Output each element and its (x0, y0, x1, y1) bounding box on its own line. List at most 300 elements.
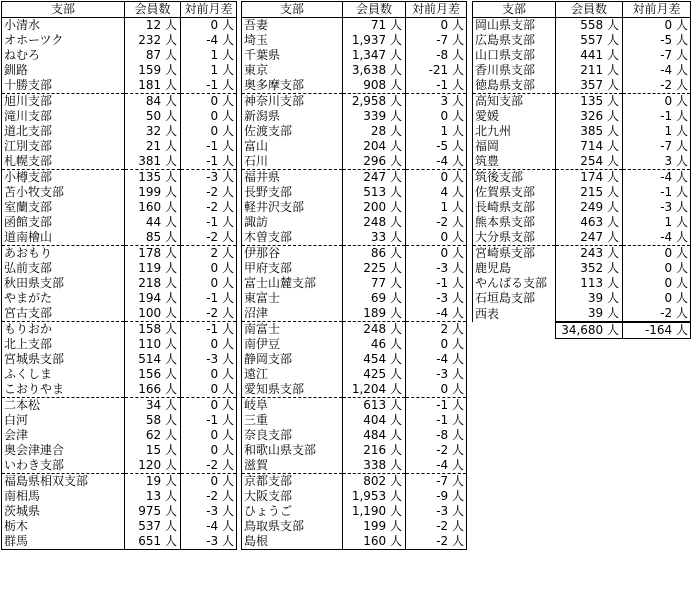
table-row (242, 504, 467, 519)
member-count: 174 人 (556, 170, 623, 186)
branch-name: 釧路 (2, 63, 125, 78)
member-count: 160 人 (343, 534, 406, 550)
month-diff: -1 人 (181, 215, 237, 230)
table-row (2, 428, 237, 443)
month-diff: -8 人 (406, 48, 467, 63)
branch-name: こおりやま (2, 382, 125, 398)
member-count: 2,958 人 (343, 94, 406, 110)
month-diff: -2 人 (406, 215, 467, 230)
member-count: 159 人 (125, 63, 181, 78)
month-diff: 1 人 (181, 48, 237, 63)
month-diff: -7 人 (623, 139, 691, 154)
month-diff: -2 人 (406, 443, 467, 458)
table-row (473, 306, 691, 322)
table-row (242, 428, 467, 443)
month-diff: -2 人 (181, 200, 237, 215)
table-row (2, 48, 237, 63)
table-row (2, 322, 237, 338)
month-diff: -2 人 (623, 306, 691, 322)
month-diff: 3 人 (623, 154, 691, 170)
month-diff: 0 人 (406, 109, 467, 124)
header-diff: 対前月差 (623, 2, 691, 18)
branch-name: ふくしま (2, 367, 125, 382)
branch-name: 石川 (242, 154, 343, 170)
table-row (242, 306, 467, 322)
branch-name: 長野支部 (242, 185, 343, 200)
table-row (2, 139, 237, 154)
branch-name: 大阪支部 (242, 489, 343, 504)
member-count: 204 人 (343, 139, 406, 154)
branch-name: 鳥取県支部 (242, 519, 343, 534)
table-row (242, 230, 467, 246)
member-count: 326 人 (556, 109, 623, 124)
branch-name: 奈良支部 (242, 428, 343, 443)
table-row (242, 474, 467, 490)
branch-name: 沼津 (242, 306, 343, 322)
member-count: 514 人 (125, 352, 181, 367)
branch-name: 栃木 (2, 519, 125, 534)
month-diff: 0 人 (623, 18, 691, 34)
month-diff: -3 人 (181, 352, 237, 367)
member-count: 39 人 (556, 306, 623, 322)
table-row (242, 94, 467, 110)
branch-name: 山口県支部 (473, 48, 556, 63)
member-count: 1,953 人 (343, 489, 406, 504)
branch-name: 弘前支部 (2, 261, 125, 276)
branch-name: 熊本県支部 (473, 215, 556, 230)
table-row (2, 291, 237, 306)
table-row (242, 261, 467, 276)
member-count: 84 人 (125, 94, 181, 110)
branch-name: 南富士 (242, 322, 343, 338)
branch-name: オホーツク (2, 33, 125, 48)
month-diff: 0 人 (623, 261, 691, 276)
table-panel-1 (1, 1, 237, 550)
table-row (242, 215, 467, 230)
table-row (242, 170, 467, 186)
month-diff: -2 人 (181, 489, 237, 504)
month-diff: 0 人 (181, 382, 237, 398)
table-row (2, 154, 237, 170)
month-diff: -1 人 (406, 413, 467, 428)
branch-name: 石垣島支部 (473, 291, 556, 306)
branch-name: 広島県支部 (473, 33, 556, 48)
membership-table-3 (472, 1, 691, 339)
member-count: 166 人 (125, 382, 181, 398)
table-row (473, 48, 691, 63)
table-row (473, 109, 691, 124)
branch-name: ひょうご (242, 504, 343, 519)
branch-name: 埼玉 (242, 33, 343, 48)
member-count: 404 人 (343, 413, 406, 428)
member-count: 200 人 (343, 200, 406, 215)
branch-name: 鹿児島 (473, 261, 556, 276)
branch-name: 筑後支部 (473, 170, 556, 186)
month-diff: -1 人 (406, 276, 467, 291)
month-diff: 0 人 (181, 109, 237, 124)
member-count: 46 人 (343, 337, 406, 352)
member-count: 86 人 (343, 246, 406, 262)
month-diff: 0 人 (406, 337, 467, 352)
branch-name: 和歌山県支部 (242, 443, 343, 458)
month-diff: -4 人 (406, 306, 467, 322)
table-row (242, 413, 467, 428)
table-row (473, 124, 691, 139)
table-row (242, 352, 467, 367)
header-members: 会員数 (343, 2, 406, 18)
branch-name: 三重 (242, 413, 343, 428)
table-row (473, 170, 691, 186)
total-diff: -164 人 (623, 322, 691, 339)
member-count: 13 人 (125, 489, 181, 504)
month-diff: -1 人 (181, 322, 237, 338)
table-row (242, 322, 467, 338)
member-count: 33 人 (343, 230, 406, 246)
branch-name: 伊那谷 (242, 246, 343, 262)
table-row (2, 474, 237, 490)
member-count: 243 人 (556, 246, 623, 262)
month-diff: 0 人 (406, 246, 467, 262)
month-diff: 1 人 (623, 215, 691, 230)
month-diff: 0 人 (181, 398, 237, 414)
table-row (242, 337, 467, 352)
month-diff: 0 人 (623, 276, 691, 291)
branch-name: 富士山麓支部 (242, 276, 343, 291)
table-row (473, 185, 691, 200)
table-row (242, 109, 467, 124)
month-diff: -4 人 (406, 458, 467, 474)
member-count: 248 人 (343, 322, 406, 338)
member-count: 613 人 (343, 398, 406, 414)
member-count: 69 人 (343, 291, 406, 306)
member-count: 484 人 (343, 428, 406, 443)
table-row (473, 63, 691, 78)
total-row (473, 322, 691, 339)
member-count: 135 人 (556, 94, 623, 110)
branch-name: あおもり (2, 246, 125, 262)
member-count: 232 人 (125, 33, 181, 48)
branch-name: 神奈川支部 (242, 94, 343, 110)
branch-name: やんばる支部 (473, 276, 556, 291)
month-diff: 0 人 (181, 337, 237, 352)
table-row (2, 276, 237, 291)
month-diff: -8 人 (406, 428, 467, 443)
month-diff: -3 人 (406, 504, 467, 519)
branch-name: 岡山県支部 (473, 18, 556, 34)
table-row (2, 109, 237, 124)
table-row (473, 94, 691, 110)
branch-name: 奥多摩支部 (242, 78, 343, 94)
member-count: 71 人 (343, 18, 406, 34)
month-diff: -1 人 (406, 78, 467, 94)
header-diff: 対前月差 (181, 2, 237, 18)
branch-name: 東京 (242, 63, 343, 78)
member-count: 558 人 (556, 18, 623, 34)
member-count: 87 人 (125, 48, 181, 63)
branch-name: 苫小牧支部 (2, 185, 125, 200)
header-members: 会員数 (125, 2, 181, 18)
month-diff: 3 人 (406, 94, 467, 110)
branch-name: 福井県 (242, 170, 343, 186)
member-count: 454 人 (343, 352, 406, 367)
total-blank (473, 322, 556, 339)
branch-name: 秋田県支部 (2, 276, 125, 291)
branch-name: 十勝支部 (2, 78, 125, 94)
member-count: 15 人 (125, 443, 181, 458)
month-diff: 2 人 (181, 246, 237, 262)
member-count: 3,638 人 (343, 63, 406, 78)
month-diff: 0 人 (181, 443, 237, 458)
member-count: 156 人 (125, 367, 181, 382)
month-diff: -1 人 (181, 154, 237, 170)
header-branch: 支部 (473, 2, 556, 18)
month-diff: -3 人 (623, 200, 691, 215)
month-diff: 0 人 (406, 170, 467, 186)
table-row (473, 200, 691, 215)
member-count: 120 人 (125, 458, 181, 474)
table-row (473, 230, 691, 246)
table-row (242, 63, 467, 78)
table-row (242, 124, 467, 139)
table-row (2, 94, 237, 110)
month-diff: 0 人 (181, 276, 237, 291)
branch-name: 大分県支部 (473, 230, 556, 246)
table-row (242, 382, 467, 398)
month-diff: -5 人 (406, 139, 467, 154)
table-row (242, 246, 467, 262)
table-row (2, 230, 237, 246)
member-count: 216 人 (343, 443, 406, 458)
branch-name: 吾妻 (242, 18, 343, 34)
branch-name: 長崎県支部 (473, 200, 556, 215)
month-diff: 0 人 (181, 94, 237, 110)
member-count: 215 人 (556, 185, 623, 200)
branch-name: 旭川支部 (2, 94, 125, 110)
member-count: 381 人 (125, 154, 181, 170)
month-diff: -5 人 (623, 33, 691, 48)
table-row (242, 398, 467, 414)
member-count: 21 人 (125, 139, 181, 154)
table-row (473, 33, 691, 48)
table-row (2, 63, 237, 78)
member-count: 12 人 (125, 18, 181, 34)
table-row (242, 291, 467, 306)
table-row (2, 200, 237, 215)
branch-name: 愛媛 (473, 109, 556, 124)
member-count: 357 人 (556, 78, 623, 94)
table-row (2, 337, 237, 352)
member-count: 110 人 (125, 337, 181, 352)
branch-name: 徳島県支部 (473, 78, 556, 94)
branch-name: 島根 (242, 534, 343, 550)
member-count: 425 人 (343, 367, 406, 382)
month-diff: 0 人 (406, 230, 467, 246)
member-count: 296 人 (343, 154, 406, 170)
table-row (2, 489, 237, 504)
month-diff: 4 人 (406, 185, 467, 200)
month-diff: -9 人 (406, 489, 467, 504)
branch-name: 東富士 (242, 291, 343, 306)
month-diff: -3 人 (181, 534, 237, 550)
member-count: 441 人 (556, 48, 623, 63)
member-count: 218 人 (125, 276, 181, 291)
month-diff: -7 人 (406, 33, 467, 48)
branch-name: 筑豊 (473, 154, 556, 170)
member-count: 39 人 (556, 291, 623, 306)
branch-name: 香川県支部 (473, 63, 556, 78)
member-count: 225 人 (343, 261, 406, 276)
branch-name: 北上支部 (2, 337, 125, 352)
branch-name: 軽井沢支部 (242, 200, 343, 215)
month-diff: -7 人 (406, 474, 467, 490)
table-row (242, 367, 467, 382)
member-count: 249 人 (556, 200, 623, 215)
month-diff: -4 人 (623, 170, 691, 186)
branch-name: やまがた (2, 291, 125, 306)
table-row (473, 276, 691, 291)
branch-name: 遠江 (242, 367, 343, 382)
table-panel-3 (472, 1, 691, 339)
table-row (473, 291, 691, 306)
member-count: 513 人 (343, 185, 406, 200)
branch-name: もりおか (2, 322, 125, 338)
branch-name: 滝川支部 (2, 109, 125, 124)
branch-name: 会津 (2, 428, 125, 443)
member-count: 160 人 (125, 200, 181, 215)
branch-name: 高知支部 (473, 94, 556, 110)
month-diff: -7 人 (623, 48, 691, 63)
member-count: 181 人 (125, 78, 181, 94)
member-count: 194 人 (125, 291, 181, 306)
member-count: 77 人 (343, 276, 406, 291)
table-row (2, 78, 237, 94)
member-count: 802 人 (343, 474, 406, 490)
branch-name: 室蘭支部 (2, 200, 125, 215)
table-row (2, 261, 237, 276)
table-panel-2 (241, 1, 467, 550)
branch-name: 宮古支部 (2, 306, 125, 322)
table-row (242, 154, 467, 170)
member-count: 537 人 (125, 519, 181, 534)
branch-name: ねむろ (2, 48, 125, 63)
month-diff: -1 人 (181, 78, 237, 94)
table-row (242, 200, 467, 215)
month-diff: 1 人 (406, 200, 467, 215)
table-row (2, 534, 237, 550)
table-row (242, 78, 467, 94)
table-row (2, 18, 237, 34)
month-diff: 0 人 (623, 291, 691, 306)
month-diff: -2 人 (623, 78, 691, 94)
table-row (2, 504, 237, 519)
member-count: 135 人 (125, 170, 181, 186)
month-diff: -4 人 (406, 352, 467, 367)
member-count: 85 人 (125, 230, 181, 246)
branch-name: 南伊豆 (242, 337, 343, 352)
branch-name: 函館支部 (2, 215, 125, 230)
member-count: 32 人 (125, 124, 181, 139)
branch-name: 木曽支部 (242, 230, 343, 246)
table-row (2, 398, 237, 414)
month-diff: -2 人 (406, 534, 467, 550)
branch-name: 愛知県支部 (242, 382, 343, 398)
table-row (242, 489, 467, 504)
header-members: 会員数 (556, 2, 623, 18)
month-diff: 0 人 (623, 246, 691, 262)
member-count: 1,190 人 (343, 504, 406, 519)
table-row (242, 458, 467, 474)
table-row (242, 18, 467, 34)
member-count: 158 人 (125, 322, 181, 338)
branch-name: 新潟県 (242, 109, 343, 124)
month-diff: 0 人 (181, 124, 237, 139)
table-row (2, 367, 237, 382)
member-count: 975 人 (125, 504, 181, 519)
table-row (242, 139, 467, 154)
month-diff: -2 人 (181, 185, 237, 200)
member-count: 352 人 (556, 261, 623, 276)
member-count: 178 人 (125, 246, 181, 262)
total-members: 34,680 人 (556, 322, 623, 339)
table-row (473, 78, 691, 94)
member-count: 463 人 (556, 215, 623, 230)
month-diff: -1 人 (406, 398, 467, 414)
month-diff: 1 人 (181, 63, 237, 78)
branch-name: 南相馬 (2, 489, 125, 504)
branch-name: 静岡支部 (242, 352, 343, 367)
member-count: 1,204 人 (343, 382, 406, 398)
month-diff: 0 人 (181, 261, 237, 276)
table-row (2, 352, 237, 367)
member-count: 908 人 (343, 78, 406, 94)
month-diff: -21 人 (406, 63, 467, 78)
member-count: 247 人 (343, 170, 406, 186)
branch-name: 小清水 (2, 18, 125, 34)
member-count: 199 人 (343, 519, 406, 534)
branch-name: 千葉県 (242, 48, 343, 63)
month-diff: 0 人 (623, 94, 691, 110)
member-count: 119 人 (125, 261, 181, 276)
member-count: 1,937 人 (343, 33, 406, 48)
table-row (2, 246, 237, 262)
branch-name: 小樽支部 (2, 170, 125, 186)
month-diff: -2 人 (181, 230, 237, 246)
table-row (2, 519, 237, 534)
member-count: 339 人 (343, 109, 406, 124)
branch-name: 滋賀 (242, 458, 343, 474)
member-count: 19 人 (125, 474, 181, 490)
branch-name: 西表 (473, 306, 556, 322)
branch-name: 北九州 (473, 124, 556, 139)
member-count: 714 人 (556, 139, 623, 154)
branch-name: 福島県相双支部 (2, 474, 125, 490)
table-row (2, 306, 237, 322)
month-diff: 0 人 (181, 474, 237, 490)
table-row (2, 124, 237, 139)
table-row (473, 261, 691, 276)
member-count: 651 人 (125, 534, 181, 550)
member-count: 28 人 (343, 124, 406, 139)
month-diff: -1 人 (623, 109, 691, 124)
table-row (242, 33, 467, 48)
table-row (2, 170, 237, 186)
table-row (2, 185, 237, 200)
table-row (242, 534, 467, 550)
month-diff: -1 人 (181, 291, 237, 306)
branch-name: 岐阜 (242, 398, 343, 414)
member-count: 62 人 (125, 428, 181, 443)
branch-name: 福岡 (473, 139, 556, 154)
